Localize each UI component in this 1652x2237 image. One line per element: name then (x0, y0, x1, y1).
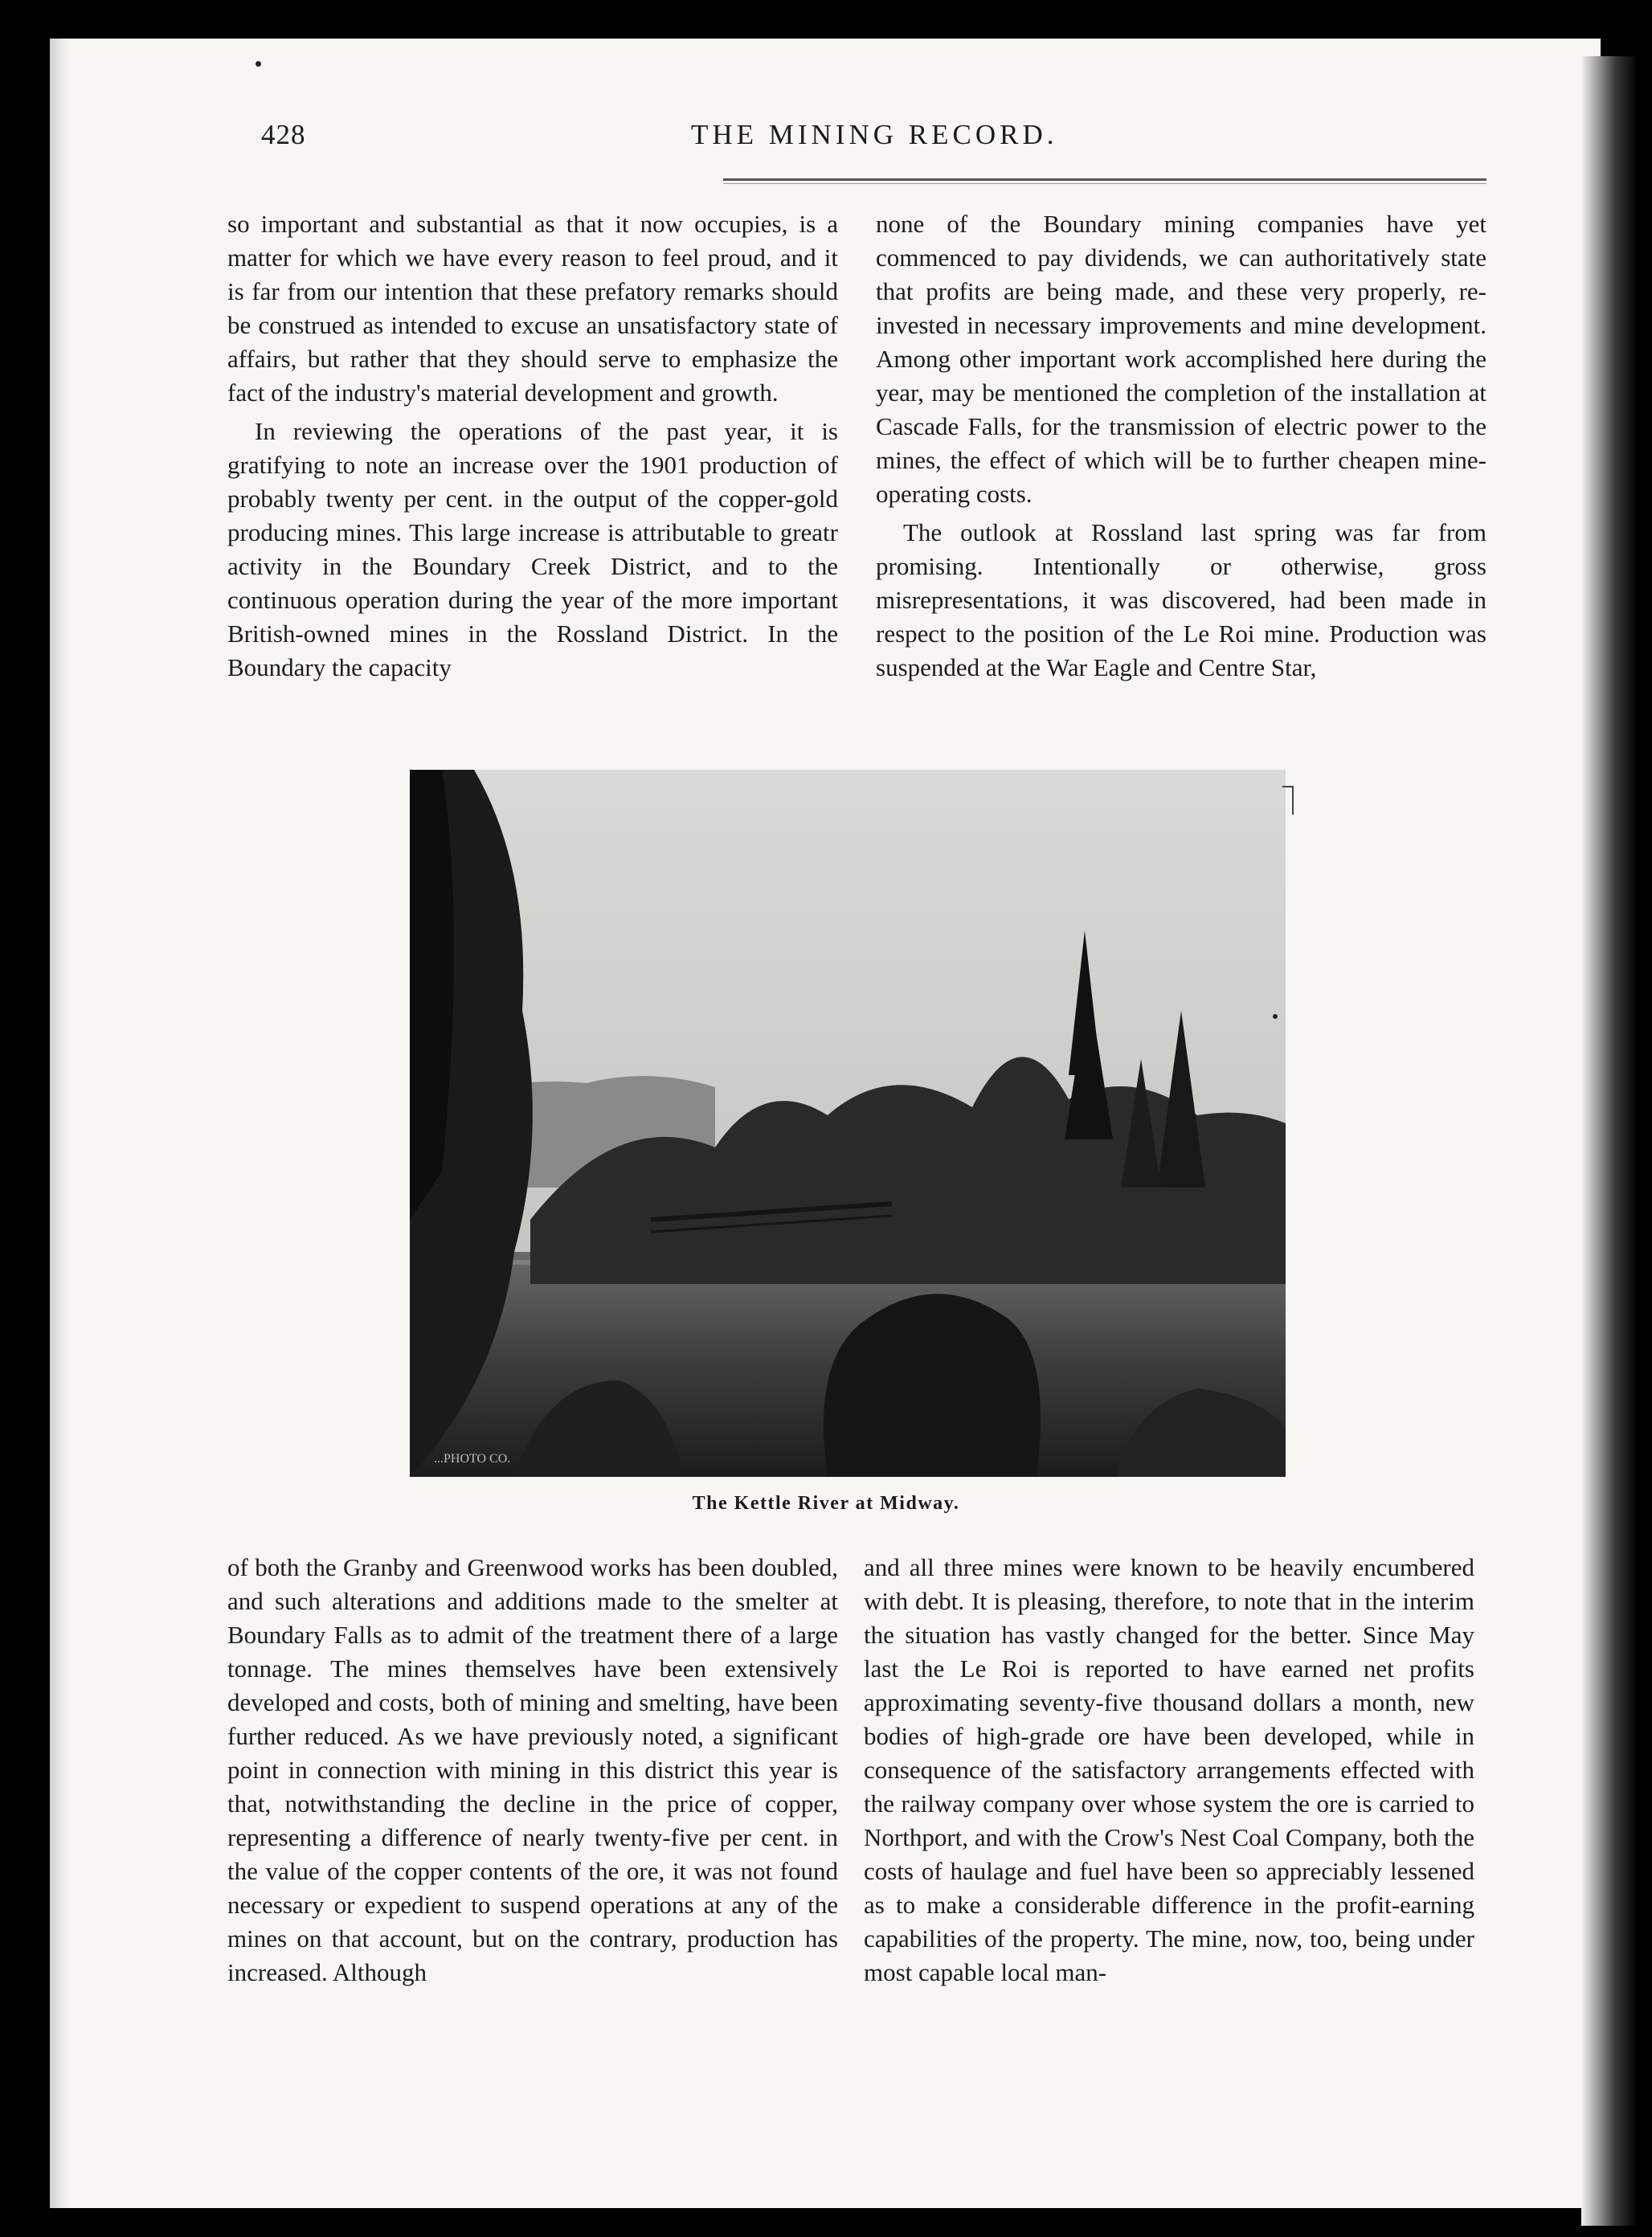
kettle-river-photo (410, 770, 1286, 1477)
photo-corner-mark (1292, 786, 1294, 815)
print-speck (256, 61, 261, 67)
paragraph: so important and substantial as that it now occupies, is a matter for which we have every reason to feel proud, and it is far from our intention that these prefatory remarks should be construed as intended to excuse an unsatisfactory state of affairs, but rather that they should serve to emphasize the fact of the industry's material development and growth. (227, 210, 838, 407)
column-left-top (227, 207, 838, 685)
paragraph: of both the Granby and Greenwood works has been doubled, and such alterations and additions made to the smelter at Boundary Falls as to admit of the treatment there of a large tonnage. The mines themselves have been extensively developed and costs, both of mining and smelting, have been further reduced. As we have previously noted, a significant point in connection with mining in this district this year is that, notwithstanding the decline in the price of copper, representing a difference of nearly twenty-five per cent. in the value of the copper contents of the ore, it was not found necessary or expedient to suspend operations at any of the mines on that account, but on the contrary, production has increased. Although (227, 1553, 838, 1986)
column-right-bottom (864, 1551, 1474, 1990)
page-edge-shadow (1581, 56, 1638, 2226)
page-number: 428 (261, 119, 306, 150)
paragraph: and all three mines were known to be heavily encumbered with debt. It is pleasing, therefore, to note that in the interim the situation has vastly changed for the better. Since May last the Le Roi is reported to have earned net profits approximating seventy-five thousand dollars a month, new bodies of high-grade ore have been developed, while in consequence of the satisfactory arrangements effected with the railway company over whose system the ore is carried to Northport, and with the Crow's Nest Coal Company, both the costs of haulage and fuel have been so appreciably lessened as to make a considerable difference in the profit-earning capabilities of the property. The mine, now, too, being under most capable local man- (864, 1553, 1474, 1986)
page-gutter-shadow (50, 39, 71, 2208)
paragraph: In reviewing the operations of the past year, it is gratifying to note an increase over the 1901 production of probably twenty per cent. in the output of the copper-gold producing mines. This large increase is attributable to greatr activity in the Boundary Creek District, and to the continuous operation during the year of the more important British-owned mines in the Rossland District. In the Boundary the capacity (227, 417, 838, 681)
header-rule (723, 178, 1486, 181)
running-head-title: THE MINING RECORD. (691, 119, 1058, 150)
photo-credit: ...PHOTO CO. (434, 1452, 511, 1466)
column-right-top (876, 207, 1486, 685)
header-rule-thin (723, 183, 1486, 184)
photo-caption: The Kettle River at Midway. (692, 1493, 960, 1514)
column-left-bottom (227, 1551, 838, 1990)
paragraph: The outlook at Rossland last spring was far from promising. Intentionally or otherwise, gross misrepresentations, it was discovered, had been made in respect to the position of the Le Roi mine. Production was suspended at the War Eagle and Centre Star, (876, 518, 1486, 681)
paragraph: none of the Boundary mining companies have yet commenced to pay dividends, we can authoritatively state that profits are being made, and these very properly, re-invested in necessary improvements and mine development. Among other important work accomplished here during the year, may be mentioned the completion of the installation at Cascade Falls, for the transmission of electric power to the mines, the effect of which will be to further cheapen mine-operating costs. (876, 210, 1486, 508)
print-speck (1273, 1014, 1278, 1019)
